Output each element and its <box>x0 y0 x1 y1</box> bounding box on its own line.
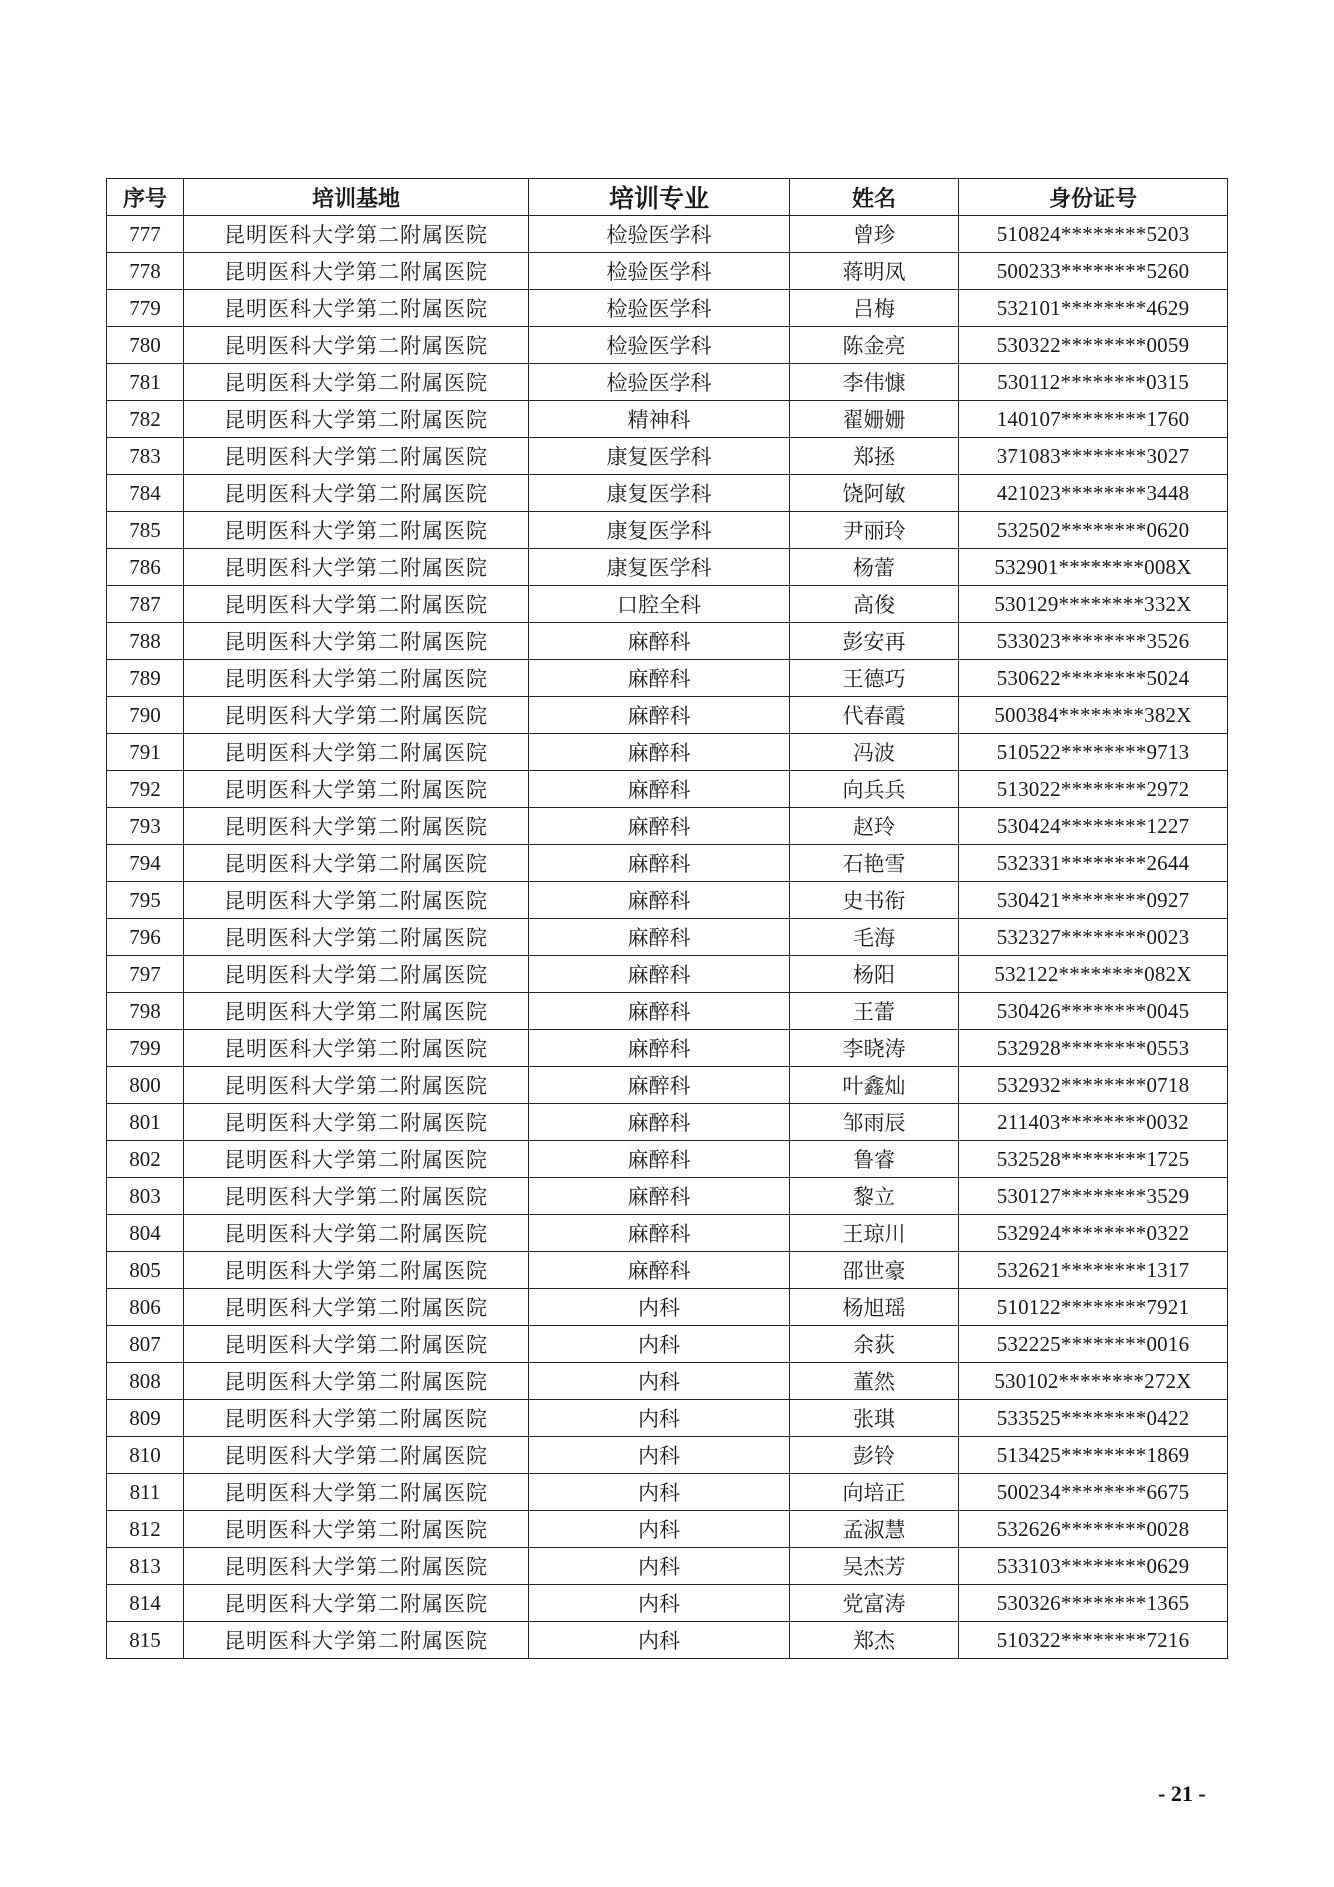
cell-serial-number: 804 <box>107 1215 184 1252</box>
cell-training-major: 口腔全科 <box>529 586 790 623</box>
header-serial-number: 序号 <box>107 179 184 216</box>
cell-serial-number: 813 <box>107 1548 184 1585</box>
cell-training-base: 昆明医科大学第二附属医院 <box>184 438 529 475</box>
cell-training-base: 昆明医科大学第二附属医院 <box>184 1622 529 1659</box>
cell-training-base: 昆明医科大学第二附属医院 <box>184 1178 529 1215</box>
cell-serial-number: 798 <box>107 993 184 1030</box>
cell-name: 杨旭瑶 <box>790 1289 959 1326</box>
cell-training-major: 内科 <box>529 1400 790 1437</box>
cell-name: 王蕾 <box>790 993 959 1030</box>
cell-training-base: 昆明医科大学第二附属医院 <box>184 1363 529 1400</box>
cell-serial-number: 781 <box>107 364 184 401</box>
cell-name: 李伟慷 <box>790 364 959 401</box>
cell-name: 李晓涛 <box>790 1030 959 1067</box>
cell-training-base: 昆明医科大学第二附属医院 <box>184 586 529 623</box>
table-row <box>107 327 1228 364</box>
table-row <box>107 216 1228 253</box>
table-row <box>107 1622 1228 1659</box>
cell-id-number: 510122********7921 <box>959 1289 1228 1326</box>
cell-training-major: 内科 <box>529 1363 790 1400</box>
cell-id-number: 513022********2972 <box>959 771 1228 808</box>
cell-training-major: 内科 <box>529 1474 790 1511</box>
cell-training-major: 检验医学科 <box>529 290 790 327</box>
cell-id-number: 500384********382X <box>959 697 1228 734</box>
cell-training-major: 内科 <box>529 1511 790 1548</box>
cell-serial-number: 800 <box>107 1067 184 1104</box>
cell-training-major: 麻醉科 <box>529 808 790 845</box>
cell-id-number: 371083********3027 <box>959 438 1228 475</box>
cell-training-major: 麻醉科 <box>529 993 790 1030</box>
cell-serial-number: 780 <box>107 327 184 364</box>
cell-training-base: 昆明医科大学第二附属医院 <box>184 734 529 771</box>
cell-training-base: 昆明医科大学第二附属医院 <box>184 1141 529 1178</box>
cell-training-major: 康复医学科 <box>529 549 790 586</box>
cell-training-base: 昆明医科大学第二附属医院 <box>184 290 529 327</box>
table-body <box>107 216 1228 1659</box>
cell-serial-number: 790 <box>107 697 184 734</box>
cell-name: 曾珍 <box>790 216 959 253</box>
table-row <box>107 697 1228 734</box>
cell-serial-number: 802 <box>107 1141 184 1178</box>
cell-training-major: 麻醉科 <box>529 956 790 993</box>
cell-name: 董然 <box>790 1363 959 1400</box>
cell-serial-number: 815 <box>107 1622 184 1659</box>
cell-serial-number: 796 <box>107 919 184 956</box>
page-number: - 21 - <box>1158 1781 1206 1806</box>
table-row <box>107 290 1228 327</box>
cell-training-major: 内科 <box>529 1585 790 1622</box>
cell-training-base: 昆明医科大学第二附属医院 <box>184 1400 529 1437</box>
cell-training-major: 麻醉科 <box>529 1104 790 1141</box>
cell-id-number: 421023********3448 <box>959 475 1228 512</box>
cell-serial-number: 786 <box>107 549 184 586</box>
cell-name: 彭铃 <box>790 1437 959 1474</box>
cell-id-number: 532225********0016 <box>959 1326 1228 1363</box>
cell-training-major: 麻醉科 <box>529 1178 790 1215</box>
cell-name: 王德巧 <box>790 660 959 697</box>
cell-id-number: 530129********332X <box>959 586 1228 623</box>
cell-name: 高俊 <box>790 586 959 623</box>
cell-id-number: 532101********4629 <box>959 290 1228 327</box>
cell-name: 邵世豪 <box>790 1252 959 1289</box>
cell-name: 杨蕾 <box>790 549 959 586</box>
cell-training-base: 昆明医科大学第二附属医院 <box>184 771 529 808</box>
table-row <box>107 1437 1228 1474</box>
table-row <box>107 512 1228 549</box>
cell-training-major: 麻醉科 <box>529 734 790 771</box>
cell-name: 党富涛 <box>790 1585 959 1622</box>
cell-serial-number: 808 <box>107 1363 184 1400</box>
cell-training-base: 昆明医科大学第二附属医院 <box>184 808 529 845</box>
cell-training-major: 内科 <box>529 1622 790 1659</box>
cell-training-major: 麻醉科 <box>529 660 790 697</box>
cell-training-base: 昆明医科大学第二附属医院 <box>184 364 529 401</box>
cell-id-number: 510322********7216 <box>959 1622 1228 1659</box>
table-row <box>107 401 1228 438</box>
cell-name: 邹雨辰 <box>790 1104 959 1141</box>
cell-id-number: 533525********0422 <box>959 1400 1228 1437</box>
cell-training-base: 昆明医科大学第二附属医院 <box>184 1067 529 1104</box>
cell-training-major: 检验医学科 <box>529 327 790 364</box>
table-row <box>107 1030 1228 1067</box>
table-row <box>107 1215 1228 1252</box>
table-row <box>107 549 1228 586</box>
cell-training-major: 康复医学科 <box>529 438 790 475</box>
cell-training-base: 昆明医科大学第二附属医院 <box>184 919 529 956</box>
cell-serial-number: 777 <box>107 216 184 253</box>
table-row <box>107 660 1228 697</box>
cell-training-base: 昆明医科大学第二附属医院 <box>184 1252 529 1289</box>
cell-training-base: 昆明医科大学第二附属医院 <box>184 1289 529 1326</box>
table-row <box>107 364 1228 401</box>
cell-name: 黎立 <box>790 1178 959 1215</box>
header-name: 姓名 <box>790 179 959 216</box>
table-row <box>107 1511 1228 1548</box>
cell-serial-number: 812 <box>107 1511 184 1548</box>
cell-training-major: 麻醉科 <box>529 697 790 734</box>
cell-name: 王琼川 <box>790 1215 959 1252</box>
cell-serial-number: 779 <box>107 290 184 327</box>
cell-id-number: 140107********1760 <box>959 401 1228 438</box>
cell-name: 赵玲 <box>790 808 959 845</box>
table-row <box>107 734 1228 771</box>
cell-training-base: 昆明医科大学第二附属医院 <box>184 1548 529 1585</box>
cell-serial-number: 797 <box>107 956 184 993</box>
cell-training-major: 内科 <box>529 1437 790 1474</box>
cell-training-major: 检验医学科 <box>529 253 790 290</box>
cell-id-number: 532928********0553 <box>959 1030 1228 1067</box>
cell-training-base: 昆明医科大学第二附属医院 <box>184 956 529 993</box>
cell-training-base: 昆明医科大学第二附属医院 <box>184 253 529 290</box>
cell-training-base: 昆明医科大学第二附属医院 <box>184 549 529 586</box>
cell-training-base: 昆明医科大学第二附属医院 <box>184 882 529 919</box>
cell-id-number: 530622********5024 <box>959 660 1228 697</box>
table-row <box>107 438 1228 475</box>
cell-training-base: 昆明医科大学第二附属医院 <box>184 475 529 512</box>
cell-serial-number: 778 <box>107 253 184 290</box>
table-row <box>107 993 1228 1030</box>
cell-id-number: 530112********0315 <box>959 364 1228 401</box>
table-row <box>107 808 1228 845</box>
cell-name: 蒋明凤 <box>790 253 959 290</box>
cell-training-major: 内科 <box>529 1289 790 1326</box>
cell-training-major: 麻醉科 <box>529 1030 790 1067</box>
cell-serial-number: 792 <box>107 771 184 808</box>
cell-id-number: 510824********5203 <box>959 216 1228 253</box>
table-row <box>107 253 1228 290</box>
cell-name: 翟姗姗 <box>790 401 959 438</box>
cell-training-base: 昆明医科大学第二附属医院 <box>184 1585 529 1622</box>
cell-name: 史书衔 <box>790 882 959 919</box>
cell-training-major: 内科 <box>529 1326 790 1363</box>
cell-training-base: 昆明医科大学第二附属医院 <box>184 1437 529 1474</box>
cell-id-number: 530424********1227 <box>959 808 1228 845</box>
cell-training-base: 昆明医科大学第二附属医院 <box>184 845 529 882</box>
cell-name: 石艳雪 <box>790 845 959 882</box>
cell-id-number: 500234********6675 <box>959 1474 1228 1511</box>
cell-serial-number: 788 <box>107 623 184 660</box>
cell-training-major: 麻醉科 <box>529 882 790 919</box>
cell-id-number: 532621********1317 <box>959 1252 1228 1289</box>
cell-name: 彭安再 <box>790 623 959 660</box>
cell-name: 叶鑫灿 <box>790 1067 959 1104</box>
table-row <box>107 919 1228 956</box>
table-row <box>107 1400 1228 1437</box>
cell-serial-number: 806 <box>107 1289 184 1326</box>
table-row <box>107 1585 1228 1622</box>
header-training-major: 培训专业 <box>529 179 790 216</box>
table-row <box>107 1178 1228 1215</box>
cell-name: 杨阳 <box>790 956 959 993</box>
header-training-base: 培训基地 <box>184 179 529 216</box>
cell-name: 尹丽玲 <box>790 512 959 549</box>
cell-serial-number: 811 <box>107 1474 184 1511</box>
cell-id-number: 532626********0028 <box>959 1511 1228 1548</box>
cell-training-major: 麻醉科 <box>529 1215 790 1252</box>
table-row <box>107 882 1228 919</box>
table-row <box>107 771 1228 808</box>
table-row <box>107 1067 1228 1104</box>
table-row <box>107 1252 1228 1289</box>
cell-name: 余荻 <box>790 1326 959 1363</box>
cell-serial-number: 791 <box>107 734 184 771</box>
cell-name: 向培正 <box>790 1474 959 1511</box>
table-row <box>107 1548 1228 1585</box>
cell-name: 饶阿敏 <box>790 475 959 512</box>
cell-serial-number: 803 <box>107 1178 184 1215</box>
cell-training-base: 昆明医科大学第二附属医院 <box>184 1326 529 1363</box>
cell-serial-number: 809 <box>107 1400 184 1437</box>
table-row <box>107 1104 1228 1141</box>
cell-serial-number: 795 <box>107 882 184 919</box>
cell-id-number: 533023********3526 <box>959 623 1228 660</box>
table-row <box>107 475 1228 512</box>
cell-training-base: 昆明医科大学第二附属医院 <box>184 660 529 697</box>
cell-name: 代春霞 <box>790 697 959 734</box>
cell-name: 吕梅 <box>790 290 959 327</box>
cell-id-number: 530102********272X <box>959 1363 1228 1400</box>
cell-id-number: 530421********0927 <box>959 882 1228 919</box>
cell-training-major: 麻醉科 <box>529 845 790 882</box>
cell-name: 向兵兵 <box>790 771 959 808</box>
cell-id-number: 530127********3529 <box>959 1178 1228 1215</box>
header-id-number: 身份证号 <box>959 179 1228 216</box>
cell-name: 张琪 <box>790 1400 959 1437</box>
cell-training-major: 麻醉科 <box>529 919 790 956</box>
cell-name: 吴杰芳 <box>790 1548 959 1585</box>
cell-training-base: 昆明医科大学第二附属医院 <box>184 623 529 660</box>
cell-training-major: 精神科 <box>529 401 790 438</box>
table-row <box>107 623 1228 660</box>
cell-name: 孟淑慧 <box>790 1511 959 1548</box>
cell-id-number: 530426********0045 <box>959 993 1228 1030</box>
cell-training-base: 昆明医科大学第二附属医院 <box>184 401 529 438</box>
cell-serial-number: 789 <box>107 660 184 697</box>
cell-id-number: 530322********0059 <box>959 327 1228 364</box>
cell-training-major: 麻醉科 <box>529 771 790 808</box>
table-header-row <box>107 179 1228 216</box>
cell-training-major: 内科 <box>529 1548 790 1585</box>
cell-training-base: 昆明医科大学第二附属医院 <box>184 512 529 549</box>
cell-id-number: 532901********008X <box>959 549 1228 586</box>
cell-id-number: 532924********0322 <box>959 1215 1228 1252</box>
cell-name: 郑杰 <box>790 1622 959 1659</box>
cell-name: 毛海 <box>790 919 959 956</box>
table-row <box>107 845 1228 882</box>
cell-serial-number: 794 <box>107 845 184 882</box>
cell-id-number: 532528********1725 <box>959 1141 1228 1178</box>
cell-serial-number: 814 <box>107 1585 184 1622</box>
cell-name: 冯波 <box>790 734 959 771</box>
cell-training-base: 昆明医科大学第二附属医院 <box>184 1215 529 1252</box>
cell-training-major: 检验医学科 <box>529 364 790 401</box>
cell-serial-number: 805 <box>107 1252 184 1289</box>
cell-name: 鲁睿 <box>790 1141 959 1178</box>
cell-id-number: 513425********1869 <box>959 1437 1228 1474</box>
cell-name: 陈金亮 <box>790 327 959 364</box>
cell-id-number: 532122********082X <box>959 956 1228 993</box>
cell-serial-number: 783 <box>107 438 184 475</box>
cell-id-number: 533103********0629 <box>959 1548 1228 1585</box>
cell-serial-number: 787 <box>107 586 184 623</box>
trainee-roster-table <box>106 178 1228 1659</box>
cell-id-number: 532932********0718 <box>959 1067 1228 1104</box>
table-row <box>107 956 1228 993</box>
cell-training-major: 麻醉科 <box>529 1141 790 1178</box>
cell-serial-number: 810 <box>107 1437 184 1474</box>
table-row <box>107 586 1228 623</box>
cell-id-number: 532327********0023 <box>959 919 1228 956</box>
cell-id-number: 500233********5260 <box>959 253 1228 290</box>
cell-id-number: 211403********0032 <box>959 1104 1228 1141</box>
table-row <box>107 1141 1228 1178</box>
cell-training-base: 昆明医科大学第二附属医院 <box>184 1104 529 1141</box>
cell-serial-number: 784 <box>107 475 184 512</box>
cell-training-base: 昆明医科大学第二附属医院 <box>184 993 529 1030</box>
cell-id-number: 532331********2644 <box>959 845 1228 882</box>
table-row <box>107 1363 1228 1400</box>
cell-name: 郑拯 <box>790 438 959 475</box>
cell-training-base: 昆明医科大学第二附属医院 <box>184 697 529 734</box>
cell-serial-number: 785 <box>107 512 184 549</box>
cell-training-base: 昆明医科大学第二附属医院 <box>184 1511 529 1548</box>
cell-training-major: 麻醉科 <box>529 1067 790 1104</box>
cell-training-base: 昆明医科大学第二附属医院 <box>184 1030 529 1067</box>
cell-serial-number: 782 <box>107 401 184 438</box>
cell-id-number: 530326********1365 <box>959 1585 1228 1622</box>
cell-serial-number: 793 <box>107 808 184 845</box>
table-row <box>107 1326 1228 1363</box>
cell-training-base: 昆明医科大学第二附属医院 <box>184 327 529 364</box>
cell-id-number: 510522********9713 <box>959 734 1228 771</box>
cell-serial-number: 799 <box>107 1030 184 1067</box>
cell-training-major: 康复医学科 <box>529 512 790 549</box>
cell-serial-number: 801 <box>107 1104 184 1141</box>
cell-training-major: 检验医学科 <box>529 216 790 253</box>
cell-training-base: 昆明医科大学第二附属医院 <box>184 1474 529 1511</box>
table-row <box>107 1289 1228 1326</box>
cell-training-major: 麻醉科 <box>529 1252 790 1289</box>
cell-id-number: 532502********0620 <box>959 512 1228 549</box>
cell-training-base: 昆明医科大学第二附属医院 <box>184 216 529 253</box>
table-row <box>107 1474 1228 1511</box>
cell-training-major: 康复医学科 <box>529 475 790 512</box>
cell-training-major: 麻醉科 <box>529 623 790 660</box>
cell-serial-number: 807 <box>107 1326 184 1363</box>
